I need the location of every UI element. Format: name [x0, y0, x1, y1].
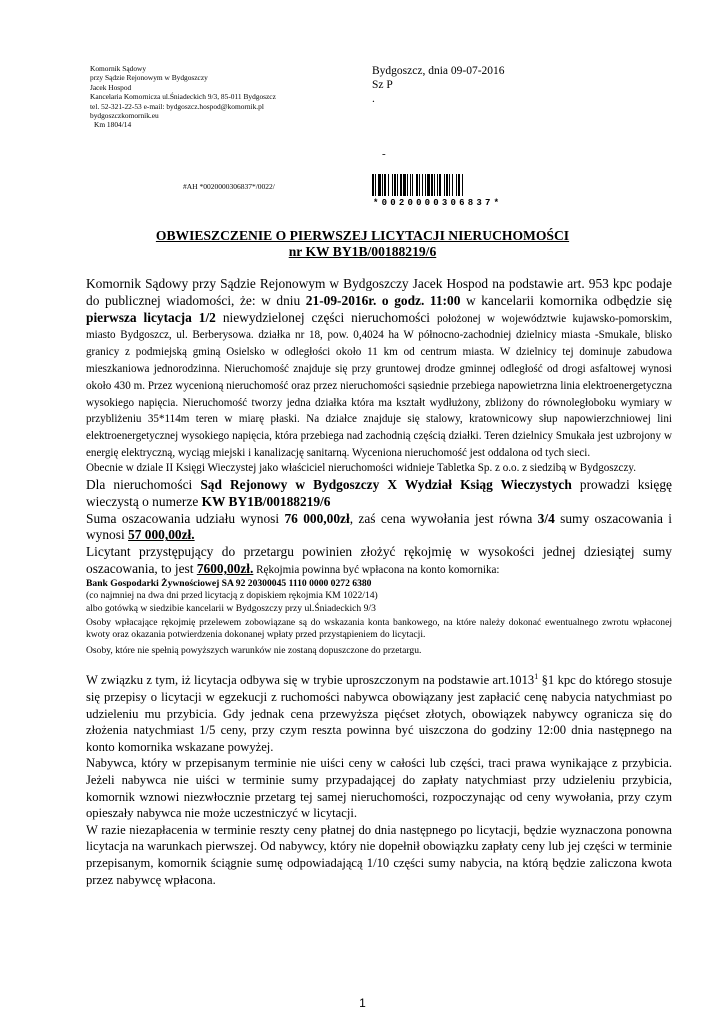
barcode-bar [382, 174, 383, 196]
court-text: prowadzi księgę wieczystą o numerze [86, 477, 672, 509]
buyer-default-paragraph: Nabywca, który w przepisanym terminie nie uiści ceny w całości lub części, traci prawa wynikające z przybicia. Jeżeli nabywca nie uiści w terminie sumy przypadającej do zapłaty natychmiast przy udzieleniu przybicia, komornik wznowi niezwłocznie przetarg tej samej nieruchomości, rozpoczynając od ceny wywołania, przy czym opieszały nabywca nie może uczestniczyć w licytacji. [86, 756, 672, 821]
deposit-text: Rękojmia powinna być wpłacona na konto komornika: [253, 564, 500, 577]
bailiff-letterhead [90, 64, 330, 130]
dot-mark: . [372, 93, 375, 105]
barcode-bar [384, 174, 386, 196]
land-register-number-title: nr KW BY1B/00188219/6 [288, 244, 437, 259]
auction-type: pierwsza licytacja 1/2 [86, 309, 216, 325]
barcode-bar [397, 174, 398, 196]
intro-text: w kancelarii komornika odbędzie się [460, 292, 672, 308]
barcode-bar [452, 174, 453, 196]
valuation-text: , zaś cena wywołania jest równa [349, 510, 538, 526]
barcode-bar [400, 174, 402, 196]
notice-title: OBWIESZCZENIE O PIERWSZEJ LICYTACJI NIERUCHOMOŚCI [155, 228, 570, 243]
barcode-bar [375, 174, 376, 196]
reference-code: #AH *0020000306837*/0022/ [183, 182, 275, 191]
barcode-bar [403, 174, 406, 196]
barcode-bar [419, 174, 420, 196]
barcode-bar [449, 174, 450, 196]
place-date: Bydgoszcz, dnia 09-07-2016 [372, 65, 505, 77]
court-text: Dla nieruchomości [86, 477, 201, 493]
simplified-text: §1 kpc do którego stosuje się przepisy o licytacji w egzekucji z ruchomości nabywca obowiązany jest zapłacić cenę nabycia natychmiast po udzieleniu mu przybicia. Gdy jednak cena przewyższa pięćset złotych, obowiązek nabywcy ogranicza się do złożenia natychmiast 1/5 ceny, przy czym reszta powinna być uiszczona do godziny 12:00 dnia następnego na konto komornika wskazane powyżej. [86, 673, 672, 754]
deposit-note: (co najmniej na dwa dni przed licytacją z dopiskiem rękojmia KM 1022/14) [86, 590, 378, 602]
signature-ref: Sz P [372, 79, 393, 91]
letterhead-line: Komornik Sądowy [90, 64, 147, 73]
barcode-bar [427, 174, 430, 196]
barcode-bar [410, 174, 411, 196]
barcode-bar [378, 174, 381, 196]
barcode-bar [392, 174, 393, 196]
valuation-paragraph [86, 511, 672, 545]
transfer-note: Osoby wpłacające rękojmię przelewem zobowiązane są do wskazania konta bankowego, na które należy dokonać ewentualnego zwrotu wpłaconej kwoty oraz okazania potwierdzenia dokonanej wpłaty przed przystąpieniem do licytacji. [86, 617, 672, 641]
barcode-bar [439, 174, 441, 196]
court-paragraph [86, 477, 672, 511]
barcode-bar [458, 174, 460, 196]
barcode-bar [446, 174, 448, 196]
letterhead-line: przy Sądzie Rejonowym w Bydgoszczy [90, 73, 208, 83]
page-number: 1 [359, 996, 366, 1010]
barcode-bar [407, 174, 408, 196]
intro-paragraph [86, 276, 672, 461]
barcode-bar [431, 174, 433, 196]
valuation-amount: 76 000,00zł [284, 510, 350, 526]
barcode-bar [412, 174, 413, 196]
court-name: Sąd Rejonowy w Bydgoszczy X Wydział Ksiąg Wieczystych [200, 477, 572, 493]
letterhead-line: Jacek Hospod [90, 82, 132, 92]
place-date-block [372, 64, 505, 106]
simplified-text: W związku z tym, iż licytacja odbywa się w trybie uproszczonym na podstawie art.1013 [86, 673, 535, 688]
letterhead-line: bydgoszczkomornik.eu [90, 111, 159, 121]
barcode-text: *0020000306837* [373, 198, 499, 206]
deposit-paragraph [86, 544, 672, 578]
barcode-image [371, 174, 501, 206]
barcode-bar [462, 174, 463, 196]
letterhead-line: tel. 52-321-22-53 e-mail: bydgoszcz.hospod@komornik.pl [90, 101, 264, 111]
deposit-note: albo gotówką w siedzibie kancelarii w Bydgoszczy przy ul.Śniadeckich 9/3 [86, 602, 376, 614]
letterhead-line: Km 1804/14 [94, 120, 132, 130]
barcode-bar [425, 174, 426, 196]
barcode-bar [434, 174, 435, 196]
letterhead-line: Kancelaria Komornicza ul.Śniadeckich 9/3, 85-011 Bydgoszcz [90, 92, 276, 102]
barcode-bar [437, 174, 438, 196]
call-price: 57 000,00zł. [128, 527, 195, 543]
valuation-text: sumy oszacowania i wynosi [86, 510, 673, 543]
bank-account: Bank Gospodarki Żywnościowej SA 92 20300045 1110 0000 0272 6380 [86, 577, 372, 589]
barcode-bar [456, 174, 457, 196]
barcode-bar [422, 174, 423, 196]
barcode-bar [372, 174, 374, 196]
exclusion-note: Osoby, które nie spełnią powyższych warunków nie zostaną dopuszczone do przetargu. [86, 644, 422, 656]
simplified-procedure-paragraph [86, 669, 672, 755]
barcode-bar [388, 174, 389, 196]
article-superscript: 1 [534, 672, 539, 682]
intro-text: Komornik Sądowy przy Sądzie Rejonowym w Bydgoszczy Jacek Hospod na podstawie art. 953 kpc podaje do publicznej wiadomości, że: w dniu [86, 276, 672, 308]
owner-paragraph: Obecnie w dziale II Księgi Wieczystej jako właściciel nieruchomości widnieje Tabletka Sp. z o.o. z siedzibą w Bydgoszczy. [86, 461, 636, 474]
deposit-amount: 7600,00zł. [196, 561, 254, 577]
barcode-bar [416, 174, 418, 196]
intro-text: niewydzielonej części nieruchomości [215, 309, 437, 325]
deposit-text: Licytant przystępujący do przetargu powinien złożyć rękojmię w wysokości jednej dziesiątej sumy oszacowania, to jest [86, 544, 672, 577]
valuation-text: Suma oszacowania udziału wynosi [86, 510, 285, 526]
barcode-bar [444, 174, 445, 196]
dash-mark: - [382, 148, 386, 160]
land-register-number: KW BY1B/00188219/6 [201, 493, 331, 509]
property-description: położonej w województwie kujawsko-pomorskim, miasto Bydgoszcz, ul. Berberysowa. działka nr 18, pow. 0,4024 ha W północno-zachodniej dzielnicy miasta -Smukale, blisko granicy z podmiejską gminą Osielsko w odległości około 11 km od centrum miasta. W dzielnicy tej dominuje zabudowa mieszkaniowa jednorodzinna. Nieruchomość znajduje się przy gruntowej drodze gminnej odległość od drogi asfaltowej wynosi około 430 m. Przez wycenioną nieruchomość oraz przez nieruchomości sąsiednie przebiega napowietrzna linia elektroenergetyczna wysokiego napięcia. Nieruchomość tworzy jedna działka która ma kształt wydłużony, zbliżony do równoległoboku wymiary w przybliżeniu 35*114m teren w miarę płaski. Na działce znajduje się stalowy, kratownicowy słup napowierzchniowej lini elektroenergetycznej wysokiego napięcia, która przebiega nad zachodnią częścią działki. Teren dzielnicy Smukała jest uzbrojony w energię elektryczną, wyciąg miejski i kanalizację sanitarną. Wyceniona nieruchomość jest oddalona od tych sieci. [86, 312, 672, 459]
notice-body [86, 276, 672, 888]
barcode-bar [394, 174, 396, 196]
auction-date: 21-09-2016r. o godz. 11:00 [305, 292, 461, 308]
late-payment-paragraph: W razie niezapłacenia w terminie reszty ceny płatnej do dnia następnego po licytacji, będzie wyznaczona ponowna licytacja na warunkach pierwszej. Od nabywcy, który nie dopełnił obowiązku zapłaty ceny lub jej części w terminie przepisanym, komornik ściągnie sumę odpowiadającą 1/10 części sumy nabycia, na którą będzie zaliczona kwota przez nabywcę wpłacona. [86, 822, 672, 887]
barcode [371, 174, 501, 206]
call-price-fraction: 3/4 [537, 510, 555, 526]
